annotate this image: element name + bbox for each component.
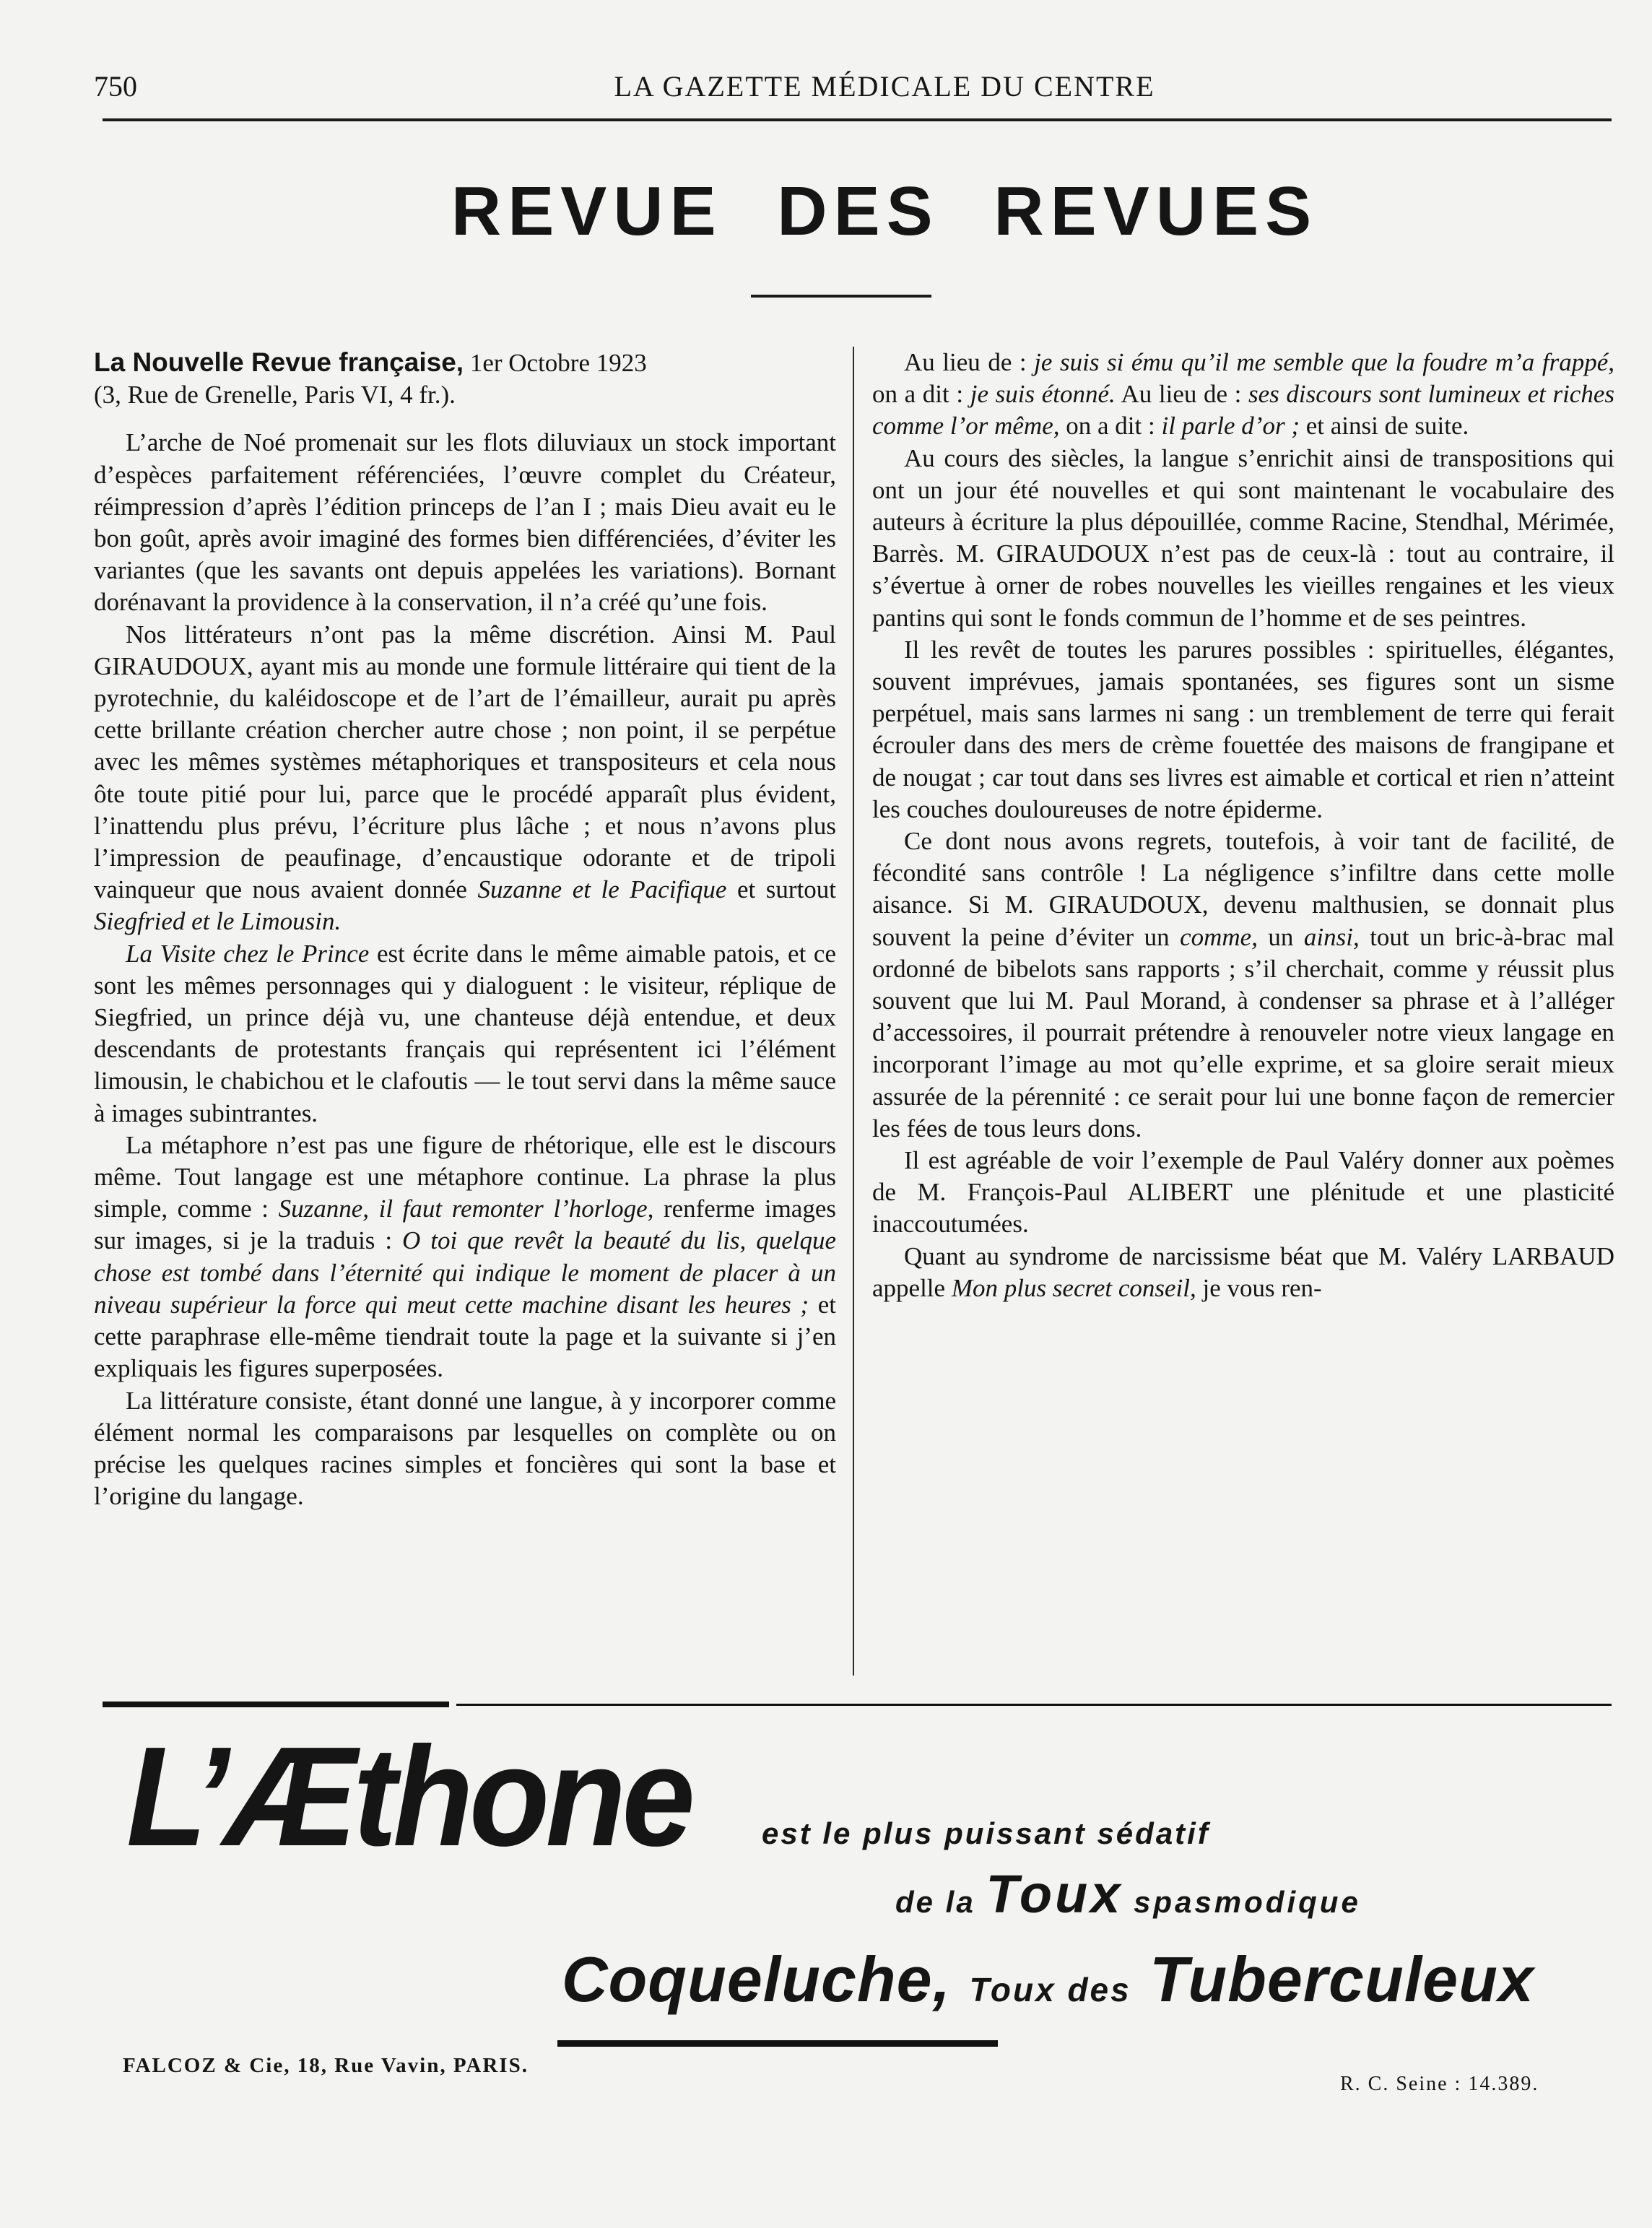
advert-top-rule (103, 1702, 1612, 1709)
paragraph: Quant au syndrome de narcissisme béat que M. Valéry LARBAUD appelle Mon plus secret conseil, je vous ren- (872, 1241, 1614, 1302)
source-address: (3, Rue de Grenelle, Paris VI, 4 fr.). (94, 381, 456, 409)
advert-underline (557, 2040, 998, 2047)
paragraph: Au lieu de : je suis si ému qu’il me semble que la foudre m’a frappé, on a dit : je suis étonné. Au lieu de : ses discours sont lumineux et riches comme l’or même, on a dit : il parle d’or ; et ainsi de suite. (872, 348, 1614, 441)
advert-tagline: est le plus puissant sédatif (762, 1816, 1210, 1850)
paragraph: Il est agréable de voir l’exemple de Paul Valéry donner aux poèmes de M. François-Paul ALIBERT une plénitude et une plasticité inaccoutumées. (872, 1146, 1614, 1239)
article-column-left (94, 347, 836, 1512)
source-name: La Nouvelle Revue française, (94, 347, 464, 377)
article-column-right (872, 347, 1614, 1304)
paragraph: La métaphore n’est pas une figure de rhétorique, elle est le discours même. Tout langage est une métaphore continue. La phrase la plus simple, comme : Suzanne, il faut remonter l’horloge, renferme images sur images, si je la traduis : O toi que revêt la beauté du lis, quelque chose est tombé dans l’éternité qui indique le moment de placer à un niveau supérieur la force qui meut cette machine disant les heures ; et cette paraphrase elle-même tiendrait toute la page et la suivante si j’en expliquais les figures superposées. (94, 1130, 836, 1383)
paragraph: La littérature consiste, étant donné une langue, à y incorporer comme élément normal les comparaisons par lesquelles on complète ou on précise les quelques racines simples et foncières qui sont la base et l’origine du langage. (94, 1386, 836, 1511)
paragraph: Au cours des siècles, la langue s’enrichit ainsi de transpositions qui ont un jour été nouvelles et qui sont maintenant le vocabulaire des auteurs à écriture la plus dépouillée, comme Racine, Stendhal, Mérimée, Barrès. M. GIRAUDOUX n’est pas de ceux-là : tout au contraire, il s’évertue à orner de robes nouvelles les vieilles rengaines et les vieux pantins qui sont le fonds commun de l’homme et de ses peintres. (872, 443, 1614, 632)
advert-publisher: FALCOZ & Cie, 18, Rue Vavin, PARIS. (123, 2054, 529, 2077)
advert-registry: R. C. Seine : 14.389. (1340, 2073, 1539, 2095)
section-title: REVUE DES REVUES (451, 173, 1318, 250)
title-underline-rule (751, 295, 931, 298)
source-heading (94, 347, 836, 379)
paragraph: La Visite chez le Prince est écrite dans le même aimable patois, et ce sont les mêmes personnages qui y dialoguent : le visiteur, réplique de Siegfried, un prince déjà vu, une chanteuse déjà entendue, et deux descendants de protestants français qui représentent ici l’élément limousin, le chabichou et le clafoutis — le tout servi dans la même sauce à images subintrantes. (94, 939, 836, 1127)
advert-brand: L’Æthone (126, 1717, 692, 1876)
paragraph: Ce dont nous avons regrets, toutefois, à voir tant de facilité, de fécondité sans contrôle ! La négligence s’infiltre dans cette molle aisance. Si M. GIRAUDOUX, devenu malthusien, se donnait plus souvent la peine d’éviter un comme, un ainsi, tout un bric-à-brac mal ordonné de bibelots sans rapports ; s’il cherchait, comme y réussit plus souvent que lui M. Paul Morand, à condenser sa phrase et à l’alléger d’accessoires, il pourrait prétendre à renouveler notre vieux langage en incorporant l’image au mot qu’elle exprime, et sa gloire serait mieux assurée de la pérennité : ce serait pour lui une bonne façon de remercier les fées de tous leurs dons. (872, 827, 1615, 1143)
paragraph: Nos littérateurs n’ont pas la même discrétion. Ainsi M. Paul GIRAUDOUX, ayant mis au monde une formule littéraire qui tient de la pyrotechnie, du kaléidoscope et de l’art de l’émailleur, aurait pu après cette brillante création chercher autre chose ; non point, il se perpétue avec les mêmes systèmes métaphoriques et transpositeurs et cela nous ôte toute pitié pour lui, parce que le procédé apparaît plus évident, l’inattendu plus prévu, l’écriture plus lâche ; et nous n’avons plus l’impression de peaufinage, d’encaustique odorante et de tripoli vainqueur que nous avaient donnée Suzanne et le Pacifique et surtout Siegfried et le Limousin. (94, 620, 837, 936)
advert-tagline: de la Toux spasmodique (895, 1864, 1361, 1924)
header-rule (103, 118, 1612, 121)
paragraph: L’arche de Noé promenait sur les flots diluviaux un stock important d’espèces parfaitement référenciées, l’œuvre complet du Créateur, réimpression d’après l’édition princeps de l’an I ; mais Dieu avait eu le bon goût, après avoir imaginé des formes bien différenciées, d’éviter les variantes (que les savants ont depuis appelées les variations). Bornant dorénavant la providence à la conservation, il n’a créé qu’une fois. (94, 428, 836, 617)
page-number: 750 (94, 70, 137, 103)
source-date: 1er Octobre 1923 (469, 349, 647, 377)
paragraph: Il les revêt de toutes les parures possibles : spirituelles, élégantes, souvent imprévues, jamais spontanées, ses figures sont un sisme perpétuel, mais sans larmes ni sang : un tremblement de terre qui ferait écrouler dans des mers de crème fouettée des maisons de frangipane et de nougat ; car tout dans ses livres est aimable et cortical et rien n’atteint les couches douloureuses de notre épiderme. (872, 635, 1614, 823)
advert-indications: Coqueluche, Toux des Tuberculeux (562, 1943, 1534, 2015)
column-divider (853, 347, 854, 1676)
running-header-title: LA GAZETTE MÉDICALE DU CENTRE (614, 70, 1155, 103)
